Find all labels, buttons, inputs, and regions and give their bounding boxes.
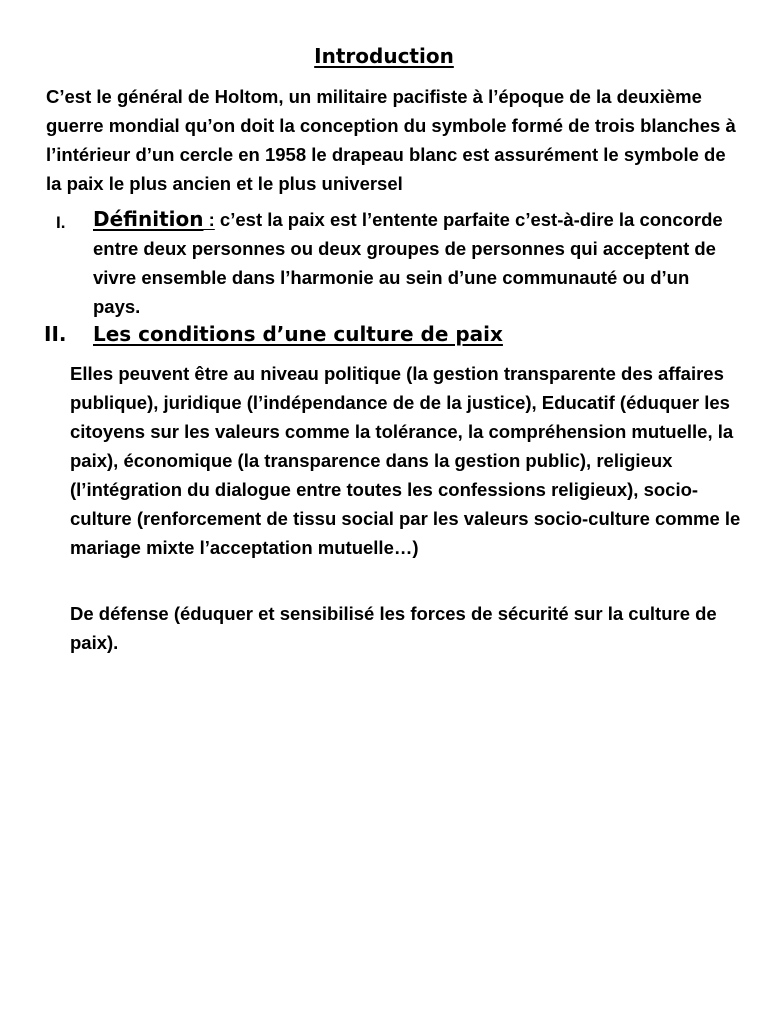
section-1-paragraph bbox=[93, 205, 733, 321]
intro-paragraph: C’est le général de Holtom, un militaire pacifiste à l’époque de la deuxième guerre mondial qu’on doit la conception du symbole formé de trois blanches à l’intérieur d’un cercle en 1958 le drapeau blanc est assurément le symbole de la paix le plus ancien et le plus universel bbox=[46, 86, 736, 194]
section-1-number: I. bbox=[56, 213, 66, 232]
section-2-paragraph-2: De défense (éduquer et sensibilisé les forces de sécurité sur la culture de paix). bbox=[70, 603, 717, 653]
section-2-paragraph-1: Elles peuvent être au niveau politique (la gestion transparente des affaires publique), juridique (l’indépendance de de la justice), Educatif (éduquer les citoyens sur les valeurs comme la tolérance, la compréhension mutuelle, la paix), économique (la transparence dans la gestion public), religieux (l’intégration du dialogue entre toutes les confessions religieux), socio-culture (renforcement de tissu social par les valeurs socio-culture comme le mariage mixte l’acceptation mutuelle…) bbox=[70, 363, 741, 558]
section-2-heading: Les conditions d’une culture de paix bbox=[93, 322, 503, 346]
section-1-heading-text: Définition bbox=[93, 207, 204, 231]
section-1-heading bbox=[93, 207, 203, 231]
section-1-heading-separator: : bbox=[203, 209, 215, 230]
section-1-body: c’est la paix est l’entente parfaite c’est-à-dire la concorde entre deux personnes ou deux groupes de personnes qui acceptent de vivre ensemble dans l’harmonie au sein d’une communauté ou d’un pays. bbox=[93, 209, 723, 317]
section-2-number: II. bbox=[44, 322, 67, 346]
document-title-text: Introduction bbox=[314, 44, 454, 68]
document-title bbox=[0, 43, 768, 69]
